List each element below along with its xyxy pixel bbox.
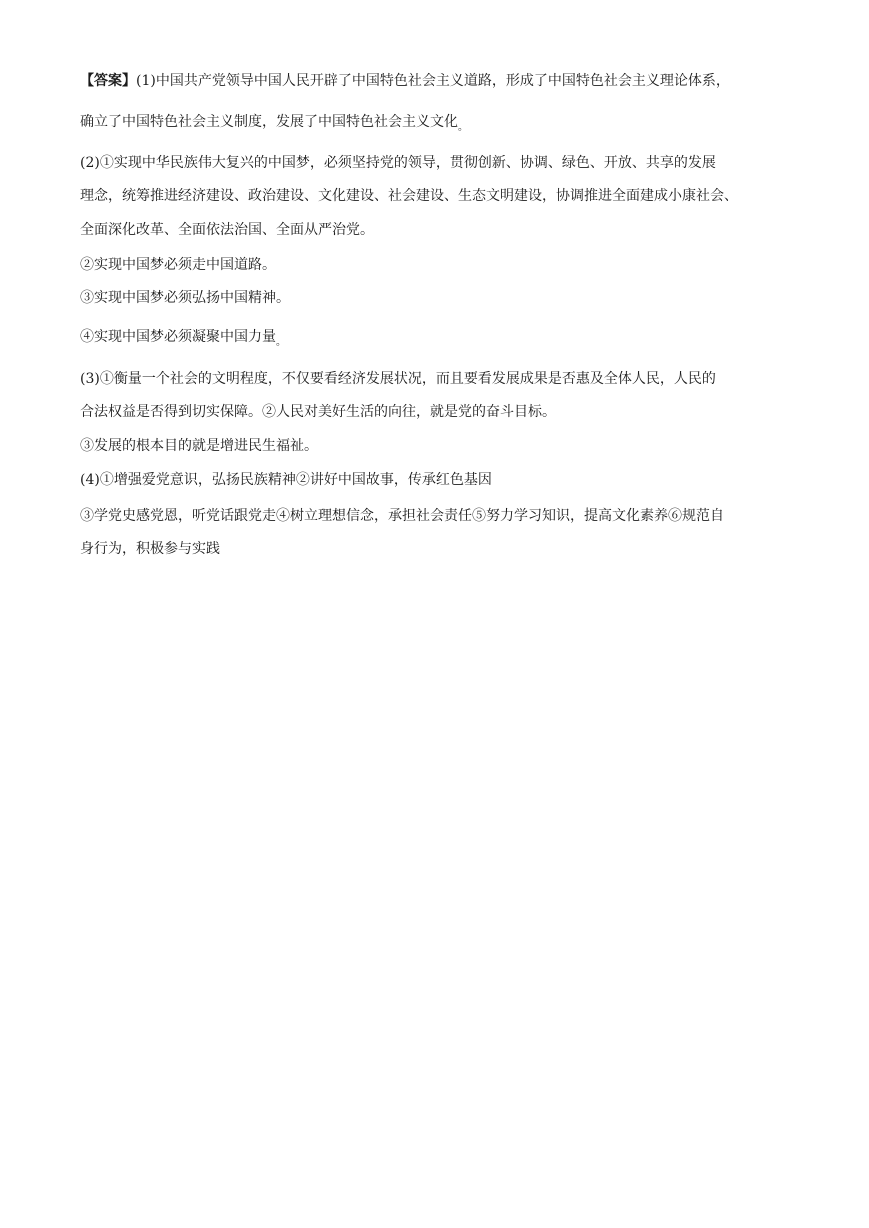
answer-part2-text6: ④实现中国梦必须凝聚中国力量: [80, 329, 276, 345]
answer-part2-line6: [80, 328, 286, 346]
answer-part1-text2: 确立了中国特色社会主义制度，发展了中国特色社会主义文化: [80, 114, 458, 130]
answer-tag: 【答案】: [80, 73, 136, 89]
answer-part2-end-mark: 。: [276, 337, 286, 348]
answer-part2-line5: ③实现中国梦必须弘扬中国精神。: [80, 290, 290, 306]
answer-part2-line1: (2)①实现中华民族伟大复兴的中国梦，必须坚持党的领导，贯彻创新、协调、绿色、开放、共享的发展: [80, 155, 716, 171]
answer-part1-end-mark: 。: [458, 122, 468, 133]
answer-part1-line1: [80, 72, 730, 90]
answer-part1-line2: [80, 113, 468, 131]
answer-part2-line3: 全面深化改革、全面依法治国、全面从严治党。: [80, 222, 374, 238]
answer-part3-line2: 合法权益是否得到切实保障。②人民对美好生活的向往，就是党的奋斗目标。: [80, 404, 556, 420]
answer-part4-line1: (4)①增强爱党意识，弘扬民族精神②讲好中国故事，传承红色基因: [80, 472, 492, 488]
answer-part3-line3: ③发展的根本目的就是增进民生福祉。: [80, 438, 318, 454]
answer-part2-line4: ②实现中国梦必须走中国道路。: [80, 257, 276, 273]
answer-part1-text1: (1)中国共产党领导中国人民开辟了中国特色社会主义道路，形成了中国特色社会主义理论体系，: [136, 73, 730, 89]
answer-part2-line2: 理念，统筹推进经济建设、政治建设、文化建设、社会建设、生态文明建设，协调推进全面建成小康社会、: [80, 188, 738, 204]
answer-part3-line1: (3)①衡量一个社会的文明程度，不仅要看经济发展状况，而且要看发展成果是否惠及全体人民，人民的: [80, 371, 716, 387]
answer-part4-line2: ③学党史感党恩，听党话跟党走④树立理想信念，承担社会责任⑤努力学习知识，提高文化素养⑥规范自: [80, 508, 724, 524]
answer-part4-line3: 身行为，积极参与实践: [80, 541, 220, 557]
